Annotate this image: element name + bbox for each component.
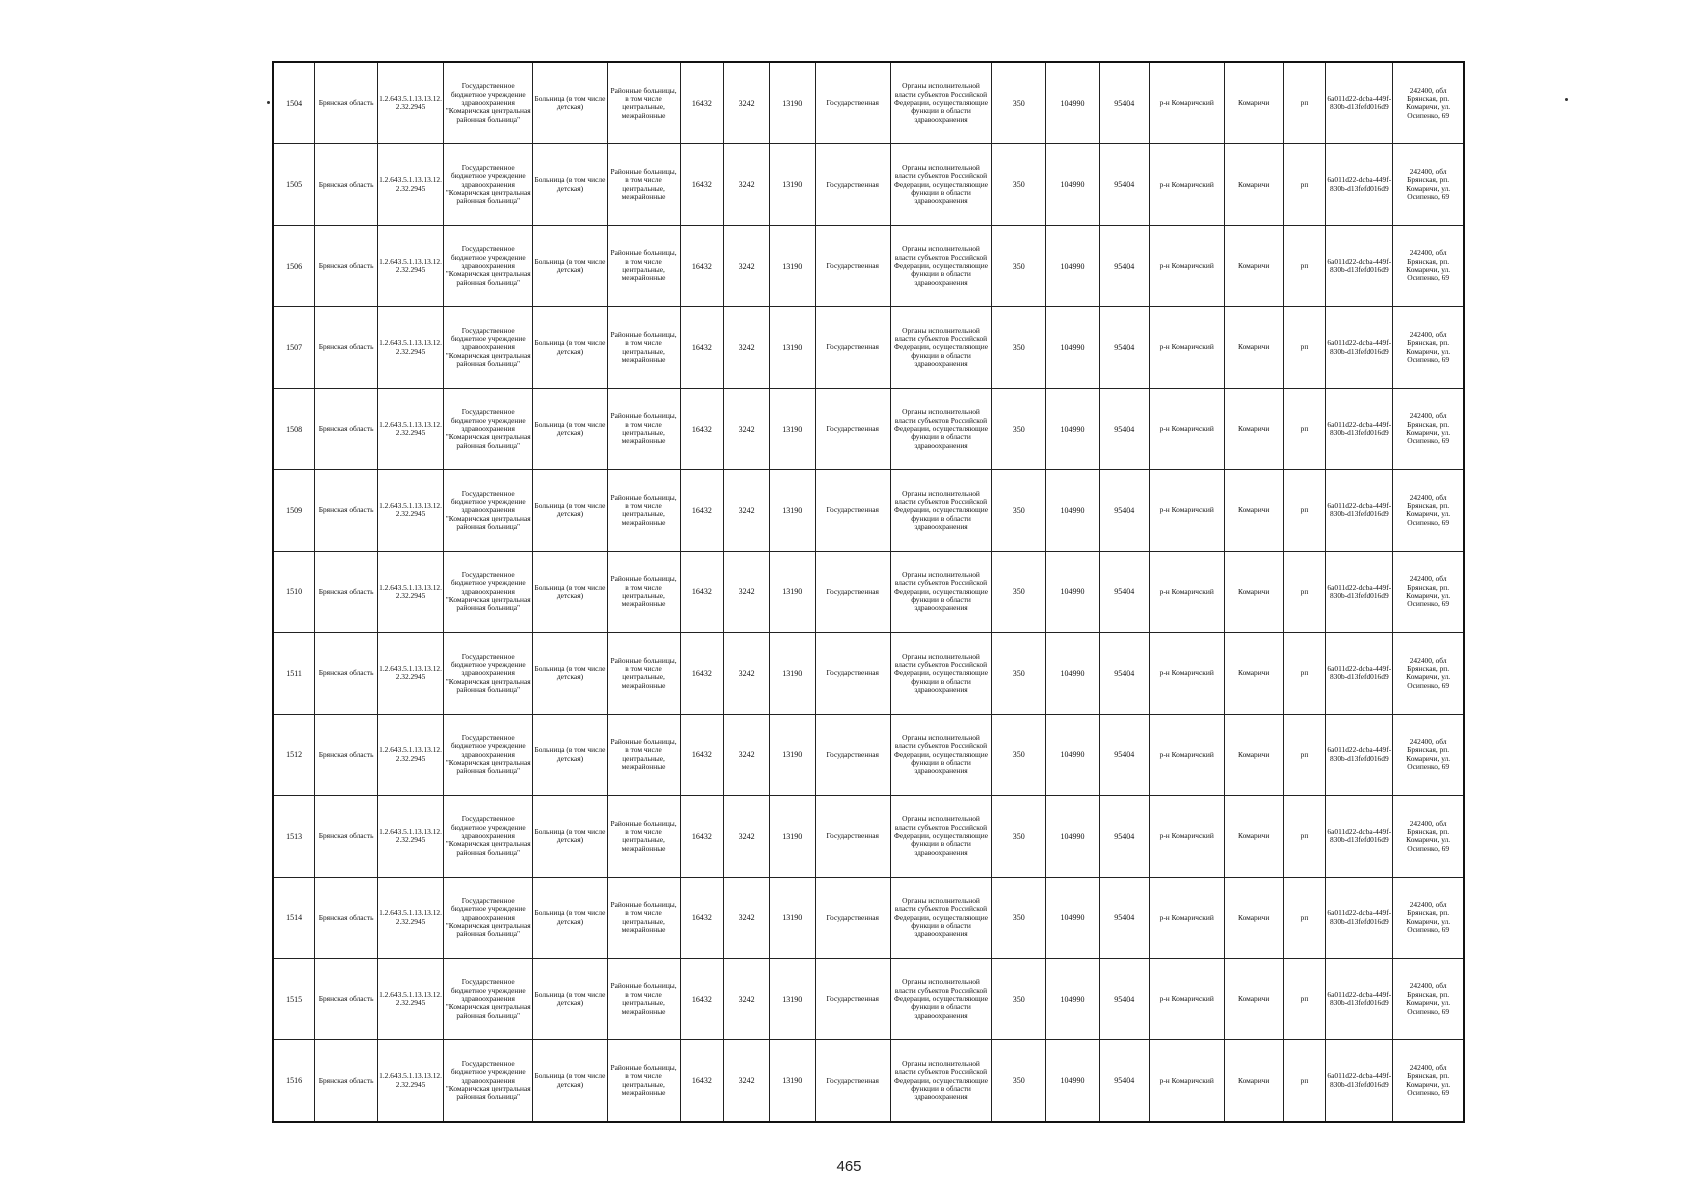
table-row <box>273 714 1464 795</box>
cell-code: 1.2.643.5.1.13.13.12.2.32.2945 <box>378 796 444 877</box>
cell-c5: 104990 <box>1046 307 1100 388</box>
cell-authority: Органы исполнительной власти субъектов Российской Федерации, осуществляющие функции в области здравоохранения <box>890 470 992 551</box>
cell-c1: 16432 <box>680 307 724 388</box>
cell-address: 242400, обл Брянская, рп. Комаричи, ул. Осипенко, 69 <box>1393 551 1464 632</box>
cell-region: Брянская область <box>315 633 378 714</box>
cell-kind: Больница (в том числе детская) <box>533 470 607 551</box>
table-row <box>273 796 1464 877</box>
cell-c5: 104990 <box>1046 388 1100 469</box>
table-row <box>273 62 1464 144</box>
cell-district: р-н Комаричский <box>1149 225 1224 306</box>
cell-c1: 16432 <box>680 144 724 225</box>
cell-district: р-н Комаричский <box>1149 796 1224 877</box>
cell-code: 1.2.643.5.1.13.13.12.2.32.2945 <box>378 388 444 469</box>
cell-c2: 3242 <box>724 633 770 714</box>
scan-speck <box>1565 98 1568 101</box>
cell-authority: Органы исполнительной власти субъектов Российской Федерации, осуществляющие функции в области здравоохранения <box>890 551 992 632</box>
cell-region: Брянская область <box>315 470 378 551</box>
cell-loc-type: рп <box>1283 1040 1326 1122</box>
cell-district: р-н Комаричский <box>1149 62 1224 144</box>
cell-c6: 95404 <box>1099 877 1149 958</box>
cell-kind: Больница (в том числе детская) <box>533 388 607 469</box>
cell-loc-type: рп <box>1283 958 1326 1039</box>
cell-group: Районные больницы, в том числе центральные, межрайонные <box>607 144 680 225</box>
cell-loc-type: рп <box>1283 62 1326 144</box>
cell-region: Брянская область <box>315 877 378 958</box>
cell-c2: 3242 <box>724 62 770 144</box>
cell-guid: 6a011d22-dcba-449f-830b-d13fefd016d9 <box>1326 144 1393 225</box>
cell-c3: 13190 <box>769 1040 815 1122</box>
cell-loc-type: рп <box>1283 633 1326 714</box>
cell-c6: 95404 <box>1099 633 1149 714</box>
cell-code: 1.2.643.5.1.13.13.12.2.32.2945 <box>378 225 444 306</box>
cell-address: 242400, обл Брянская, рп. Комаричи, ул. Осипенко, 69 <box>1393 225 1464 306</box>
cell-n: 1510 <box>273 551 315 632</box>
cell-region: Брянская область <box>315 225 378 306</box>
cell-guid: 6a011d22-dcba-449f-830b-d13fefd016d9 <box>1326 714 1393 795</box>
page-number: 465 <box>836 1158 862 1175</box>
cell-n: 1512 <box>273 714 315 795</box>
cell-group: Районные больницы, в том числе центральные, межрайонные <box>607 1040 680 1122</box>
cell-c3: 13190 <box>769 796 815 877</box>
cell-n: 1511 <box>273 633 315 714</box>
cell-ownership: Государственная <box>815 714 890 795</box>
cell-locality: Комаричи <box>1224 958 1283 1039</box>
cell-address: 242400, обл Брянская, рп. Комаричи, ул. Осипенко, 69 <box>1393 958 1464 1039</box>
cell-authority: Органы исполнительной власти субъектов Российской Федерации, осуществляющие функции в области здравоохранения <box>890 62 992 144</box>
cell-kind: Больница (в том числе детская) <box>533 307 607 388</box>
cell-region: Брянская область <box>315 551 378 632</box>
cell-kind: Больница (в том числе детская) <box>533 62 607 144</box>
table-row <box>273 551 1464 632</box>
cell-region: Брянская область <box>315 388 378 469</box>
cell-loc-type: рп <box>1283 551 1326 632</box>
cell-c5: 104990 <box>1046 1040 1100 1122</box>
cell-district: р-н Комаричский <box>1149 388 1224 469</box>
cell-c6: 95404 <box>1099 1040 1149 1122</box>
cell-c5: 104990 <box>1046 796 1100 877</box>
cell-c2: 3242 <box>724 1040 770 1122</box>
cell-guid: 6a011d22-dcba-449f-830b-d13fefd016d9 <box>1326 470 1393 551</box>
cell-c4: 350 <box>992 470 1046 551</box>
cell-n: 1515 <box>273 958 315 1039</box>
cell-kind: Больница (в том числе детская) <box>533 877 607 958</box>
cell-locality: Комаричи <box>1224 551 1283 632</box>
cell-district: р-н Комаричский <box>1149 470 1224 551</box>
cell-c2: 3242 <box>724 714 770 795</box>
cell-org: Государственное бюджетное учреждение здравоохранения "Комаричская центральная районная больница" <box>444 144 533 225</box>
cell-ownership: Государственная <box>815 62 890 144</box>
cell-authority: Органы исполнительной власти субъектов Российской Федерации, осуществляющие функции в области здравоохранения <box>890 958 992 1039</box>
cell-guid: 6a011d22-dcba-449f-830b-d13fefd016d9 <box>1326 633 1393 714</box>
cell-loc-type: рп <box>1283 796 1326 877</box>
cell-group: Районные больницы, в том числе центральные, межрайонные <box>607 62 680 144</box>
cell-authority: Органы исполнительной власти субъектов Российской Федерации, осуществляющие функции в области здравоохранения <box>890 225 992 306</box>
cell-group: Районные больницы, в том числе центральные, межрайонные <box>607 633 680 714</box>
cell-c1: 16432 <box>680 470 724 551</box>
cell-c1: 16432 <box>680 714 724 795</box>
cell-kind: Больница (в том числе детская) <box>533 551 607 632</box>
cell-c4: 350 <box>992 551 1046 632</box>
cell-c5: 104990 <box>1046 225 1100 306</box>
cell-c5: 104990 <box>1046 877 1100 958</box>
cell-address: 242400, обл Брянская, рп. Комаричи, ул. Осипенко, 69 <box>1393 1040 1464 1122</box>
table-row <box>273 1040 1464 1122</box>
cell-region: Брянская область <box>315 307 378 388</box>
cell-locality: Комаричи <box>1224 877 1283 958</box>
cell-n: 1516 <box>273 1040 315 1122</box>
cell-loc-type: рп <box>1283 388 1326 469</box>
cell-locality: Комаричи <box>1224 225 1283 306</box>
cell-c4: 350 <box>992 307 1046 388</box>
cell-org: Государственное бюджетное учреждение здравоохранения "Комаричская центральная районная больница" <box>444 714 533 795</box>
cell-c2: 3242 <box>724 551 770 632</box>
cell-c1: 16432 <box>680 388 724 469</box>
cell-c2: 3242 <box>724 470 770 551</box>
cell-authority: Органы исполнительной власти субъектов Российской Федерации, осуществляющие функции в области здравоохранения <box>890 877 992 958</box>
cell-org: Государственное бюджетное учреждение здравоохранения "Комаричская центральная районная больница" <box>444 470 533 551</box>
cell-c6: 95404 <box>1099 144 1149 225</box>
cell-locality: Комаричи <box>1224 470 1283 551</box>
cell-code: 1.2.643.5.1.13.13.12.2.32.2945 <box>378 958 444 1039</box>
cell-n: 1509 <box>273 470 315 551</box>
cell-region: Брянская область <box>315 958 378 1039</box>
cell-org: Государственное бюджетное учреждение здравоохранения "Комаричская центральная районная больница" <box>444 877 533 958</box>
cell-c6: 95404 <box>1099 62 1149 144</box>
cell-code: 1.2.643.5.1.13.13.12.2.32.2945 <box>378 307 444 388</box>
cell-n: 1508 <box>273 388 315 469</box>
cell-group: Районные больницы, в том числе центральные, межрайонные <box>607 551 680 632</box>
cell-locality: Комаричи <box>1224 796 1283 877</box>
cell-district: р-н Комаричский <box>1149 633 1224 714</box>
cell-c1: 16432 <box>680 796 724 877</box>
cell-n: 1507 <box>273 307 315 388</box>
cell-c3: 13190 <box>769 388 815 469</box>
cell-code: 1.2.643.5.1.13.13.12.2.32.2945 <box>378 714 444 795</box>
cell-c4: 350 <box>992 225 1046 306</box>
cell-c4: 350 <box>992 388 1046 469</box>
cell-address: 242400, обл Брянская, рп. Комаричи, ул. Осипенко, 69 <box>1393 877 1464 958</box>
cell-n: 1514 <box>273 877 315 958</box>
cell-group: Районные больницы, в том числе центральные, межрайонные <box>607 714 680 795</box>
cell-c3: 13190 <box>769 307 815 388</box>
cell-loc-type: рп <box>1283 225 1326 306</box>
data-table <box>272 61 1465 1123</box>
cell-c1: 16432 <box>680 877 724 958</box>
cell-c2: 3242 <box>724 225 770 306</box>
cell-district: р-н Комаричский <box>1149 144 1224 225</box>
cell-guid: 6a011d22-dcba-449f-830b-d13fefd016d9 <box>1326 958 1393 1039</box>
cell-c4: 350 <box>992 633 1046 714</box>
cell-ownership: Государственная <box>815 470 890 551</box>
cell-code: 1.2.643.5.1.13.13.12.2.32.2945 <box>378 877 444 958</box>
cell-address: 242400, обл Брянская, рп. Комаричи, ул. Осипенко, 69 <box>1393 62 1464 144</box>
cell-locality: Комаричи <box>1224 144 1283 225</box>
cell-locality: Комаричи <box>1224 714 1283 795</box>
cell-authority: Органы исполнительной власти субъектов Российской Федерации, осуществляющие функции в области здравоохранения <box>890 714 992 795</box>
cell-kind: Больница (в том числе детская) <box>533 225 607 306</box>
cell-loc-type: рп <box>1283 470 1326 551</box>
cell-c5: 104990 <box>1046 470 1100 551</box>
cell-code: 1.2.643.5.1.13.13.12.2.32.2945 <box>378 144 444 225</box>
cell-org: Государственное бюджетное учреждение здравоохранения "Комаричская центральная районная больница" <box>444 388 533 469</box>
cell-c4: 350 <box>992 62 1046 144</box>
table-row <box>273 307 1464 388</box>
cell-c3: 13190 <box>769 633 815 714</box>
cell-district: р-н Комаричский <box>1149 1040 1224 1122</box>
cell-ownership: Государственная <box>815 796 890 877</box>
cell-c1: 16432 <box>680 633 724 714</box>
cell-region: Брянская область <box>315 1040 378 1122</box>
cell-c4: 350 <box>992 877 1046 958</box>
table-row <box>273 470 1464 551</box>
cell-c3: 13190 <box>769 714 815 795</box>
cell-c4: 350 <box>992 1040 1046 1122</box>
cell-c4: 350 <box>992 958 1046 1039</box>
cell-c2: 3242 <box>724 877 770 958</box>
cell-loc-type: рп <box>1283 877 1326 958</box>
cell-c6: 95404 <box>1099 307 1149 388</box>
cell-org: Государственное бюджетное учреждение здравоохранения "Комаричская центральная районная больница" <box>444 796 533 877</box>
cell-loc-type: рп <box>1283 714 1326 795</box>
cell-guid: 6a011d22-dcba-449f-830b-d13fefd016d9 <box>1326 225 1393 306</box>
cell-group: Районные больницы, в том числе центральные, межрайонные <box>607 388 680 469</box>
table-row <box>273 225 1464 306</box>
cell-group: Районные больницы, в том числе центральные, межрайонные <box>607 470 680 551</box>
cell-c5: 104990 <box>1046 633 1100 714</box>
cell-org: Государственное бюджетное учреждение здравоохранения "Комаричская центральная районная больница" <box>444 62 533 144</box>
cell-c6: 95404 <box>1099 796 1149 877</box>
cell-district: р-н Комаричский <box>1149 714 1224 795</box>
cell-c6: 95404 <box>1099 225 1149 306</box>
cell-c5: 104990 <box>1046 144 1100 225</box>
cell-region: Брянская область <box>315 62 378 144</box>
cell-authority: Органы исполнительной власти субъектов Российской Федерации, осуществляющие функции в области здравоохранения <box>890 796 992 877</box>
cell-region: Брянская область <box>315 144 378 225</box>
cell-c3: 13190 <box>769 470 815 551</box>
cell-code: 1.2.643.5.1.13.13.12.2.32.2945 <box>378 62 444 144</box>
cell-loc-type: рп <box>1283 144 1326 225</box>
cell-c3: 13190 <box>769 225 815 306</box>
cell-address: 242400, обл Брянская, рп. Комаричи, ул. Осипенко, 69 <box>1393 714 1464 795</box>
cell-group: Районные больницы, в том числе центральные, межрайонные <box>607 225 680 306</box>
cell-c1: 16432 <box>680 551 724 632</box>
cell-address: 242400, обл Брянская, рп. Комаричи, ул. Осипенко, 69 <box>1393 796 1464 877</box>
cell-n: 1506 <box>273 225 315 306</box>
cell-c2: 3242 <box>724 796 770 877</box>
cell-c6: 95404 <box>1099 470 1149 551</box>
cell-kind: Больница (в том числе детская) <box>533 958 607 1039</box>
cell-guid: 6a011d22-dcba-449f-830b-d13fefd016d9 <box>1326 388 1393 469</box>
cell-c3: 13190 <box>769 877 815 958</box>
cell-region: Брянская область <box>315 796 378 877</box>
cell-guid: 6a011d22-dcba-449f-830b-d13fefd016d9 <box>1326 1040 1393 1122</box>
cell-c2: 3242 <box>724 958 770 1039</box>
cell-authority: Органы исполнительной власти субъектов Российской Федерации, осуществляющие функции в области здравоохранения <box>890 388 992 469</box>
table-row <box>273 877 1464 958</box>
cell-group: Районные больницы, в том числе центральные, межрайонные <box>607 958 680 1039</box>
cell-org: Государственное бюджетное учреждение здравоохранения "Комаричская центральная районная больница" <box>444 551 533 632</box>
cell-authority: Органы исполнительной власти субъектов Российской Федерации, осуществляющие функции в области здравоохранения <box>890 633 992 714</box>
cell-group: Районные больницы, в том числе центральные, межрайонные <box>607 877 680 958</box>
cell-guid: 6a011d22-dcba-449f-830b-d13fefd016d9 <box>1326 62 1393 144</box>
cell-c5: 104990 <box>1046 714 1100 795</box>
cell-locality: Комаричи <box>1224 62 1283 144</box>
cell-c4: 350 <box>992 796 1046 877</box>
cell-c2: 3242 <box>724 307 770 388</box>
cell-address: 242400, обл Брянская, рп. Комаричи, ул. Осипенко, 69 <box>1393 633 1464 714</box>
cell-c4: 350 <box>992 144 1046 225</box>
cell-org: Государственное бюджетное учреждение здравоохранения "Комаричская центральная районная больница" <box>444 958 533 1039</box>
cell-c1: 16432 <box>680 958 724 1039</box>
cell-ownership: Государственная <box>815 633 890 714</box>
cell-c6: 95404 <box>1099 551 1149 632</box>
cell-guid: 6a011d22-dcba-449f-830b-d13fefd016d9 <box>1326 307 1393 388</box>
scan-speck <box>267 101 270 104</box>
cell-n: 1504 <box>273 62 315 144</box>
cell-address: 242400, обл Брянская, рп. Комаричи, ул. Осипенко, 69 <box>1393 307 1464 388</box>
cell-c3: 13190 <box>769 62 815 144</box>
cell-n: 1505 <box>273 144 315 225</box>
cell-c2: 3242 <box>724 144 770 225</box>
cell-district: р-н Комаричский <box>1149 877 1224 958</box>
cell-code: 1.2.643.5.1.13.13.12.2.32.2945 <box>378 1040 444 1122</box>
cell-c4: 350 <box>992 714 1046 795</box>
cell-org: Государственное бюджетное учреждение здравоохранения "Комаричская центральная районная больница" <box>444 225 533 306</box>
cell-kind: Больница (в том числе детская) <box>533 796 607 877</box>
cell-guid: 6a011d22-dcba-449f-830b-d13fefd016d9 <box>1326 877 1393 958</box>
cell-locality: Комаричи <box>1224 633 1283 714</box>
table-body <box>273 62 1464 1122</box>
cell-ownership: Государственная <box>815 307 890 388</box>
cell-c1: 16432 <box>680 1040 724 1122</box>
cell-c3: 13190 <box>769 958 815 1039</box>
cell-code: 1.2.643.5.1.13.13.12.2.32.2945 <box>378 633 444 714</box>
cell-ownership: Государственная <box>815 958 890 1039</box>
cell-c3: 13190 <box>769 144 815 225</box>
cell-district: р-н Комаричский <box>1149 307 1224 388</box>
cell-authority: Органы исполнительной власти субъектов Российской Федерации, осуществляющие функции в области здравоохранения <box>890 1040 992 1122</box>
cell-locality: Комаричи <box>1224 388 1283 469</box>
cell-region: Брянская область <box>315 714 378 795</box>
cell-c2: 3242 <box>724 388 770 469</box>
cell-address: 242400, обл Брянская, рп. Комаричи, ул. Осипенко, 69 <box>1393 388 1464 469</box>
cell-org: Государственное бюджетное учреждение здравоохранения "Комаричская центральная районная больница" <box>444 633 533 714</box>
cell-group: Районные больницы, в том числе центральные, межрайонные <box>607 796 680 877</box>
cell-ownership: Государственная <box>815 388 890 469</box>
cell-loc-type: рп <box>1283 307 1326 388</box>
cell-locality: Комаричи <box>1224 307 1283 388</box>
cell-ownership: Государственная <box>815 225 890 306</box>
cell-code: 1.2.643.5.1.13.13.12.2.32.2945 <box>378 551 444 632</box>
cell-c6: 95404 <box>1099 958 1149 1039</box>
cell-district: р-н Комаричский <box>1149 551 1224 632</box>
cell-district: р-н Комаричский <box>1149 958 1224 1039</box>
cell-org: Государственное бюджетное учреждение здравоохранения "Комаричская центральная районная больница" <box>444 307 533 388</box>
cell-ownership: Государственная <box>815 1040 890 1122</box>
cell-address: 242400, обл Брянская, рп. Комаричи, ул. Осипенко, 69 <box>1393 144 1464 225</box>
cell-ownership: Государственная <box>815 144 890 225</box>
cell-c1: 16432 <box>680 225 724 306</box>
cell-kind: Больница (в том числе детская) <box>533 1040 607 1122</box>
cell-n: 1513 <box>273 796 315 877</box>
table-row <box>273 144 1464 225</box>
cell-c1: 16432 <box>680 62 724 144</box>
cell-guid: 6a011d22-dcba-449f-830b-d13fefd016d9 <box>1326 796 1393 877</box>
cell-c5: 104990 <box>1046 958 1100 1039</box>
cell-kind: Больница (в том числе детская) <box>533 144 607 225</box>
cell-kind: Больница (в том числе детская) <box>533 633 607 714</box>
cell-code: 1.2.643.5.1.13.13.12.2.32.2945 <box>378 470 444 551</box>
cell-group: Районные больницы, в том числе центральные, межрайонные <box>607 307 680 388</box>
table-row <box>273 958 1464 1039</box>
cell-c6: 95404 <box>1099 714 1149 795</box>
cell-c6: 95404 <box>1099 388 1149 469</box>
cell-ownership: Государственная <box>815 877 890 958</box>
cell-ownership: Государственная <box>815 551 890 632</box>
cell-guid: 6a011d22-dcba-449f-830b-d13fefd016d9 <box>1326 551 1393 632</box>
cell-authority: Органы исполнительной власти субъектов Российской Федерации, осуществляющие функции в области здравоохранения <box>890 144 992 225</box>
cell-locality: Комаричи <box>1224 1040 1283 1122</box>
cell-c3: 13190 <box>769 551 815 632</box>
cell-kind: Больница (в том числе детская) <box>533 714 607 795</box>
table-row <box>273 633 1464 714</box>
table-row <box>273 388 1464 469</box>
cell-address: 242400, обл Брянская, рп. Комаричи, ул. Осипенко, 69 <box>1393 470 1464 551</box>
cell-c5: 104990 <box>1046 62 1100 144</box>
cell-org: Государственное бюджетное учреждение здравоохранения "Комаричская центральная районная больница" <box>444 1040 533 1122</box>
cell-c5: 104990 <box>1046 551 1100 632</box>
cell-authority: Органы исполнительной власти субъектов Российской Федерации, осуществляющие функции в области здравоохранения <box>890 307 992 388</box>
